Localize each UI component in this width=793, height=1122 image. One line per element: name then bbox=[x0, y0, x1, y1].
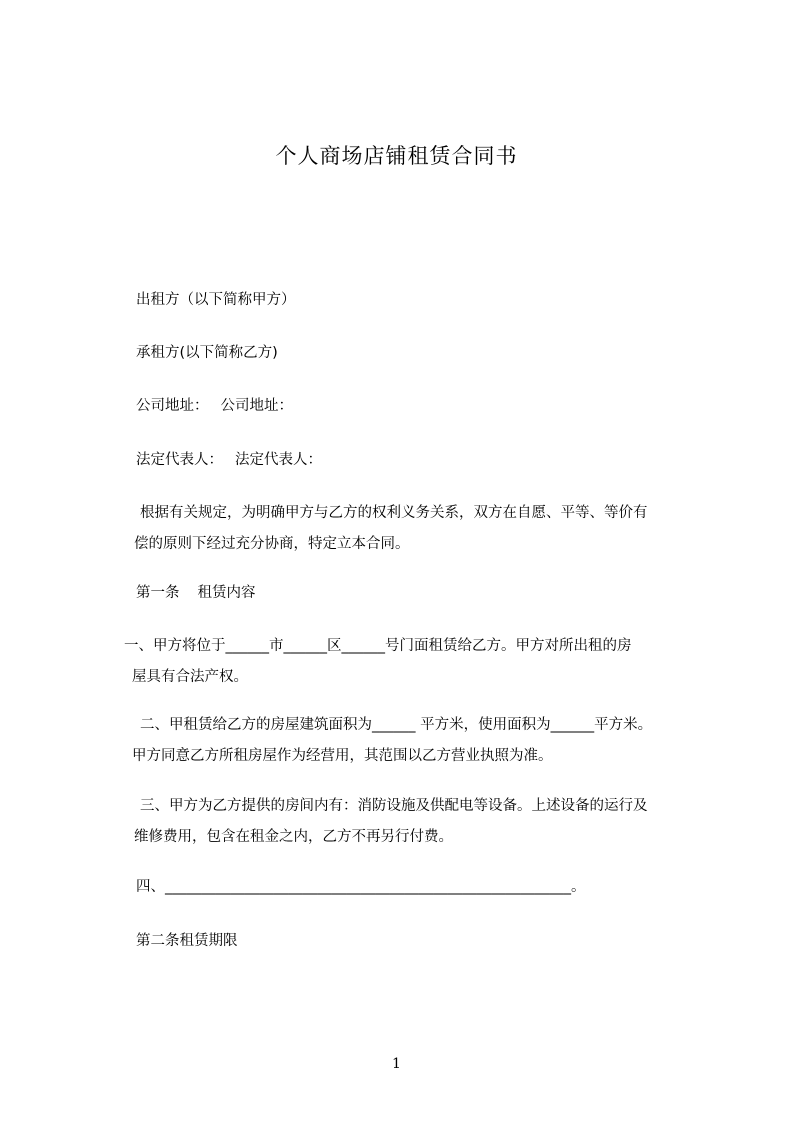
clause-3-paragraph bbox=[136, 791, 704, 853]
preamble-line-2: 偿的原则下经过充分协商，特定立本合同。 bbox=[134, 536, 410, 552]
article-1-heading bbox=[136, 583, 256, 603]
document-title: 个人商场店铺租赁合同书 bbox=[275, 144, 518, 168]
article-1-number: 第一条 bbox=[136, 585, 180, 601]
lessee-line: 承租方(以下简称乙方) bbox=[136, 345, 278, 361]
article-2-heading: 第二条租赁期限 bbox=[136, 933, 238, 949]
clause-3-line-1: 三、甲方为乙方提供的房间内有：消防设施及供配电等设备。上述设备的运行及 bbox=[140, 798, 648, 814]
legal-representative-line bbox=[136, 450, 322, 470]
preamble-paragraph bbox=[136, 498, 704, 560]
company-address-line bbox=[136, 396, 293, 416]
clause-2-paragraph bbox=[132, 710, 704, 772]
legal-rep-label-a: 法定代表人： bbox=[136, 452, 223, 468]
clause-1-line-2: 屋具有合法产权。 bbox=[132, 669, 248, 685]
preamble-line-1: 根据有关规定，为明确甲方与乙方的权利义务关系，双方在自愿、平等、等价有 bbox=[140, 505, 648, 521]
company-address-label-b: 公司地址： bbox=[220, 398, 293, 414]
clause-3-line-2: 维修费用，包含在租金之内，乙方不再另行付费。 bbox=[134, 829, 453, 845]
clause-1-paragraph bbox=[124, 631, 704, 693]
page-number: 1 bbox=[392, 1056, 401, 1072]
clause-1-line-1: 一、甲方将位于______市______区______号门面租赁给乙方。甲方对所出租的房 bbox=[124, 638, 632, 654]
article-1-title: 租赁内容 bbox=[197, 585, 256, 601]
company-address-label-a: 公司地址： bbox=[136, 398, 209, 414]
legal-rep-label-b: 法定代表人： bbox=[235, 452, 322, 468]
clause-2-line-1: 二、甲租赁给乙方的房屋建筑面积为______ 平方米，使用面积为______平方米。 bbox=[140, 717, 653, 733]
clause-2-line-2: 甲方同意乙方所租房屋作为经营用，其范围以乙方营业执照为准。 bbox=[132, 748, 553, 764]
lessor-line: 出租方（以下简称甲方） bbox=[136, 292, 296, 308]
clause-4-line: 四、________________________________________________________。 bbox=[136, 879, 586, 895]
